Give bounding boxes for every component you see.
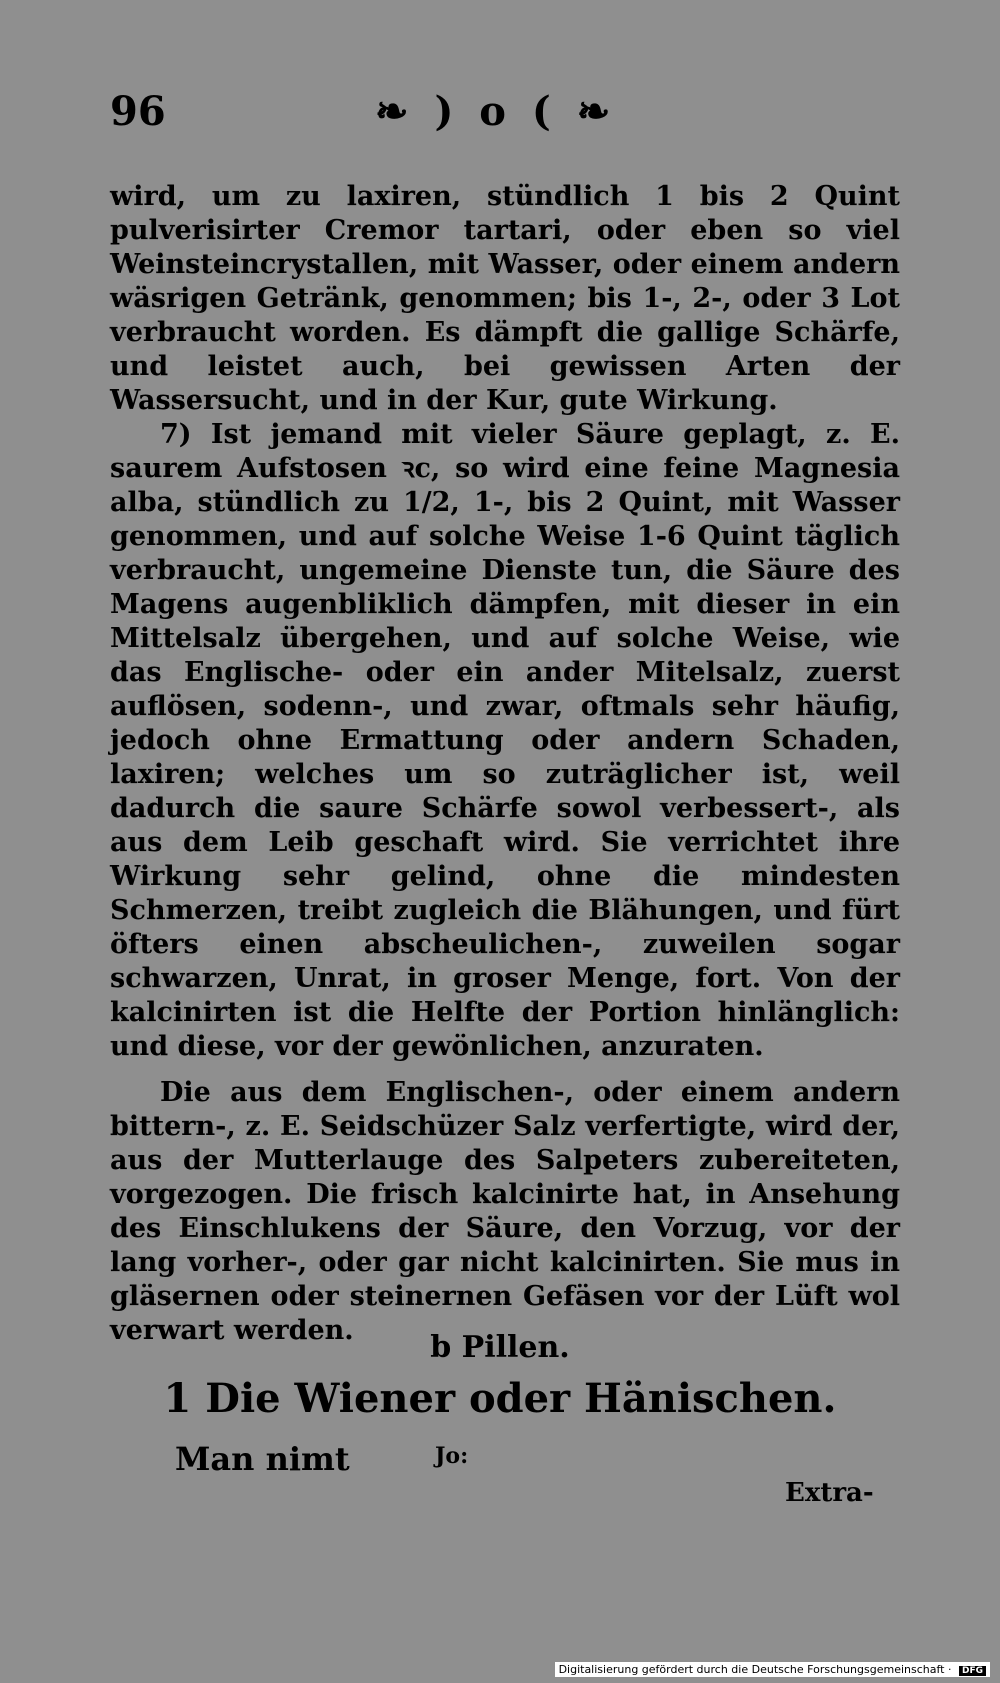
paragraph-item-7: 7) Ist jemand mit vieler Säure geplagt, z. E. saurem Aufstosen ꝛc, so wird eine feine Magnesia alba, stündlich zu 1/2, 1-, bis 2 Quint, mit Wasser genommen, und auf solche Weise 1-6 Quint täglich verbraucht, ungemeine Dienste tun, die Säure des Magens augenbliklich dämpfen, mit dieser in ein Mittelsalz übergehen, und auf solche Weise, wie das Englische- oder ein ander Mitelsalz, zuerst auflösen, sodenn-, und zwar, oftmals sehr häufig, jedoch ohne Ermattung oder andern Schaden, laxiren; welches um so zuträglicher ist, weil dadurch die saure Schärfe sowol verbessert-, als aus dem Leib geschaft wird. Sie verrichtet ihre Wirkung sehr gelind, ohne die mindesten Schmerzen, treibt zugleich die Blähungen, und fürt öfters einen abscheulichen-, zuweilen sogar schwarzen, Unrat, in groser Menge, fort. Von der kalcinirten ist die Helfte der Portion hinlänglich: und diese, vor der gewönlichen, anzuraten. (110, 419, 900, 1062)
digitization-footer (555, 1662, 990, 1677)
catchword: Extra- (785, 1478, 874, 1508)
header-ornament: ❧ ) o ( ❧ (375, 88, 617, 135)
page-header (110, 88, 910, 138)
dfg-logo-icon: DFG (959, 1666, 986, 1676)
paragraph-continuation: wird, um zu laxiren, stündlich 1 bis 2 Quint pulverisirter Cremor tartari, oder eben so viel Weinsteincrystallen, mit Wasser, oder einem andern wäsrigen Getränk, genommen; bis 1-, 2-, oder 3 Lot verbraucht worden. Es dämpft die gallige Schärfe, und leistet auch, bei gewissen Arten der Wassersucht, und in der Kur, gute Wirkung. (110, 181, 900, 416)
page-number: 96 (110, 88, 166, 135)
stray-mark: Jo: (435, 1443, 469, 1469)
body-text (110, 180, 900, 1348)
paragraph-magnesia-notes: Die aus dem Englischen-, oder einem andern bittern-, z. E. Seidschüzer Salz verfertigte, wird der, aus der Mutterlauge des Salpeters zubereiteten, vorgezogen. Die frisch kalcinirte hat, in Ansehung des Einschlukens der Säure, den Vorzug, vor der lang vorher-, oder gar nicht kalcinirten. Sie mus in gläsernen oder steinernen Gefäsen vor der Lüft wol verwart werden. (110, 1077, 900, 1346)
footer-text: Digitalisierung gefördert durch die Deutsche Forschungsgemeinschaft · (558, 1663, 952, 1676)
section-title: 1 Die Wiener oder Hänischen. (163, 1375, 837, 1422)
recipe-start-text: Man nimt (175, 1440, 350, 1478)
section-heading-pills: b Pillen. (430, 1330, 570, 1365)
